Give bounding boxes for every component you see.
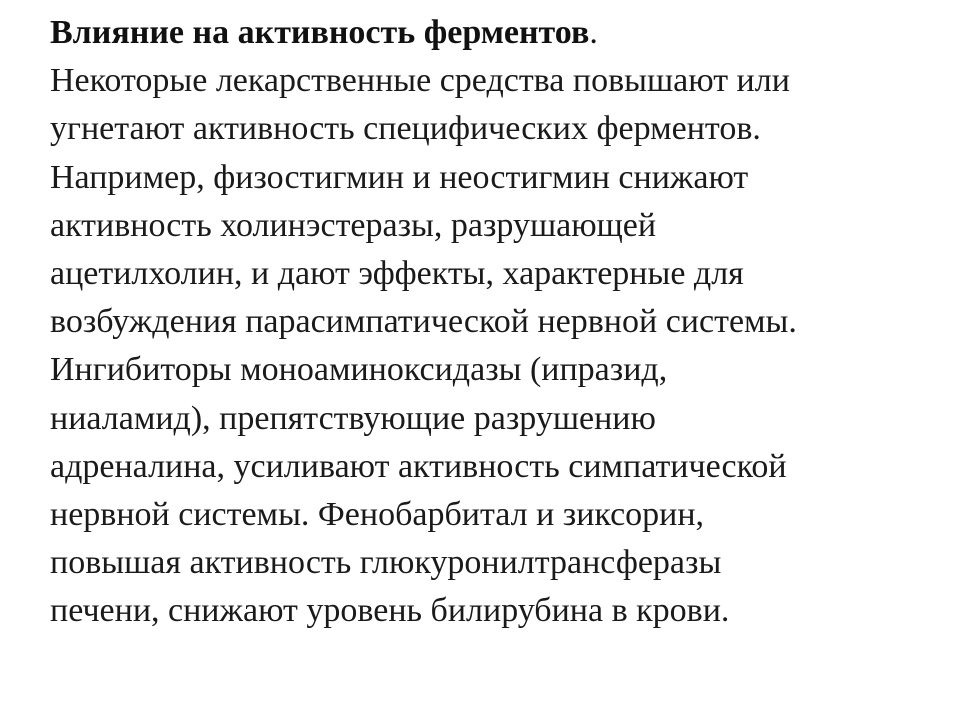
body-line-7: Ингибиторы моноаминоксидазы (ипразид,	[50, 351, 668, 389]
slide-text-block	[50, 9, 940, 636]
heading-suffix: .	[589, 14, 598, 51]
heading-title: Влияние на активность ферментов	[50, 14, 590, 51]
body-line-11: повышая активность глюкуронилтрансферазы	[50, 544, 722, 582]
body-line-2: угнетают активность специфических ферментов.	[50, 110, 761, 148]
body-line-5: ацетилхолин, и дают эффекты, характерные для	[50, 255, 744, 293]
body-line-10: нервной системы. Фенобарбитал и зиксорин,	[50, 496, 705, 534]
body-line-9: адреналина, усиливают активность симпатической	[50, 447, 787, 485]
body-line-12: печени, снижают уровень билирубина в крови.	[50, 592, 730, 630]
body-line-6: возбуждения парасимпатической нервной системы.	[50, 303, 797, 341]
heading-line	[50, 9, 940, 57]
body-line-1: Некоторые лекарственные средства повышают или	[50, 62, 790, 100]
body-line-4: активность холинэстеразы, разрушающей	[50, 206, 657, 244]
body-line-3: Например, физостигмин и неостигмин снижают	[50, 158, 749, 196]
body-line-8: ниаламид), препятствующие разрушению	[50, 399, 656, 437]
